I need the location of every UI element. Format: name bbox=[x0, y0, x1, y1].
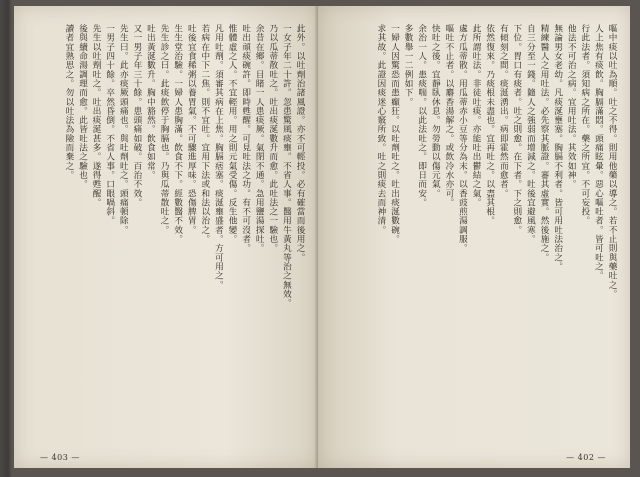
left-page bbox=[14, 6, 318, 468]
text-column: 嘔中痰以吐為順。吐之不得。則用他藥以導之。若不止則與藥吐之。 bbox=[607, 24, 617, 299]
text-column: 一婦人因驚恐而患癲狂。以吐劑吐之。吐出痰涎數碗。 bbox=[389, 24, 400, 244]
text-column: 處方瓜蒂散。用瓜蒂赤小豆等分為末。以香豉煎湯調服。 bbox=[457, 24, 468, 253]
text-column: 吐後宜食稀粥以養胃氣。不可驟進厚味。恐傷脾胃。 bbox=[186, 24, 197, 235]
text-column: 無論男女老幼。凡痰涎壅塞。胸膈不利者。皆可用吐法治之。 bbox=[552, 24, 563, 272]
text-column: 依然復來。乃痰根未盡也。宜再吐之。以盡其根。 bbox=[484, 24, 495, 226]
text-column: 後與續命湯調理而愈。此皆吐法之驗也。 bbox=[77, 24, 88, 189]
text-column: 余治一人。患痰喘。以此法吐之。即日而安。 bbox=[416, 24, 427, 207]
text-column: 行此法者。須知病之所在。藥之所宜。不可妄投。 bbox=[579, 24, 590, 226]
text-column: 精練醫人之用吐法。必先察其脈證。審其虛實。然後施之。 bbox=[539, 24, 550, 262]
text-column: 一女子年二十許。忽患驚風痰壅。不省人事。醫用牛黃丸等治之無效。 bbox=[281, 24, 292, 308]
text-column: 吐出黃涎數升。胸中豁然。飲食如常。 bbox=[145, 24, 156, 180]
text-column: 人上焦有痰飲。胸膈滿悶。頭痛眩暈。惡心嘔吐者。皆可吐之。 bbox=[593, 24, 604, 281]
text-column: 余昔在鄉。目睹一人患痰厥。氣閉不通。急用鹽湯探吐。 bbox=[254, 24, 265, 253]
text-column: 自三分至一錢。隨人之強弱而增減之。吐後宜避風寒。 bbox=[525, 24, 536, 244]
text-column: 讀者宜熟思之。勿以吐法為險而棄之。 bbox=[63, 24, 74, 180]
text-column: 求其故。此證因痰迷心竅所致。吐之則痰去而神清。 bbox=[375, 24, 386, 235]
text-column: 他法不可治之病。宜用吐法。其效如神。 bbox=[566, 24, 577, 189]
text-column: 快吐之後。宜靜臥休息。勿勞動以傷元氣。 bbox=[430, 24, 441, 198]
text-column: 下位。胃口有痰者。吐之則愈。在下者。下之則愈。 bbox=[511, 24, 522, 235]
text-column: 多數舉一二例如下。 bbox=[403, 24, 414, 107]
text-column: 此外。以吐劑治諸風證。亦不可輕投。必有確當而後用之。 bbox=[295, 24, 305, 262]
text-column: 此所謂吐法。非徒吐痰。亦能吐出鬱結之氣。 bbox=[471, 24, 482, 207]
text-column: 又一男子年三十餘。患頭痛如破。百治不效。 bbox=[131, 24, 142, 207]
text-column: 生生堂治驗。一婦人患胸滿。飲食不下。經數醫不效。 bbox=[172, 24, 183, 244]
left-page-text bbox=[34, 24, 306, 434]
text-column: 一男子四十餘。卒然昏倒。不省人事。口眼喎斜。 bbox=[104, 24, 115, 226]
text-column: 先生以吐劑吐之。吐出痰涎甚多。遂得甦醒。 bbox=[91, 24, 102, 207]
text-column: 嘔吐不止者。以麝香湯解之。或飲冷水亦可。 bbox=[443, 24, 454, 207]
text-column: 若病在中下二焦。則不宜吐。宜用下法或和法以治之。 bbox=[199, 24, 210, 244]
text-column: 乃以瓜蒂散吐之。吐出痰涎數升而愈。此吐法之一驗也。 bbox=[267, 24, 278, 253]
left-page-number: — 403 — bbox=[40, 453, 80, 462]
text-column: 先生診之曰。此痰飲停于胸膈也。乃與瓜蒂散吐之。 bbox=[159, 24, 170, 235]
text-column: 惟體虛之人。不宜輕用。用之則元氣受傷。反生他變。 bbox=[227, 24, 238, 244]
right-page-number: — 402 — bbox=[566, 453, 606, 462]
text-column: 凡用吐劑。須審其病在上焦。胸膈痞塞。痰涎壅盛者。方可用之。 bbox=[213, 24, 224, 290]
right-page bbox=[318, 6, 630, 468]
text-column: 吐出頑痰碗許。即時甦醒。可見吐法之功。有不可沒者。 bbox=[240, 24, 251, 253]
text-column: 先生曰。此亦痰厥頭痛也。與吐劑吐之。頭痛頓除。 bbox=[118, 24, 129, 235]
right-page-text bbox=[332, 24, 618, 434]
text-column: 有傾刻之間。痰涎湧出。病即霍然而愈者。 bbox=[498, 24, 509, 198]
